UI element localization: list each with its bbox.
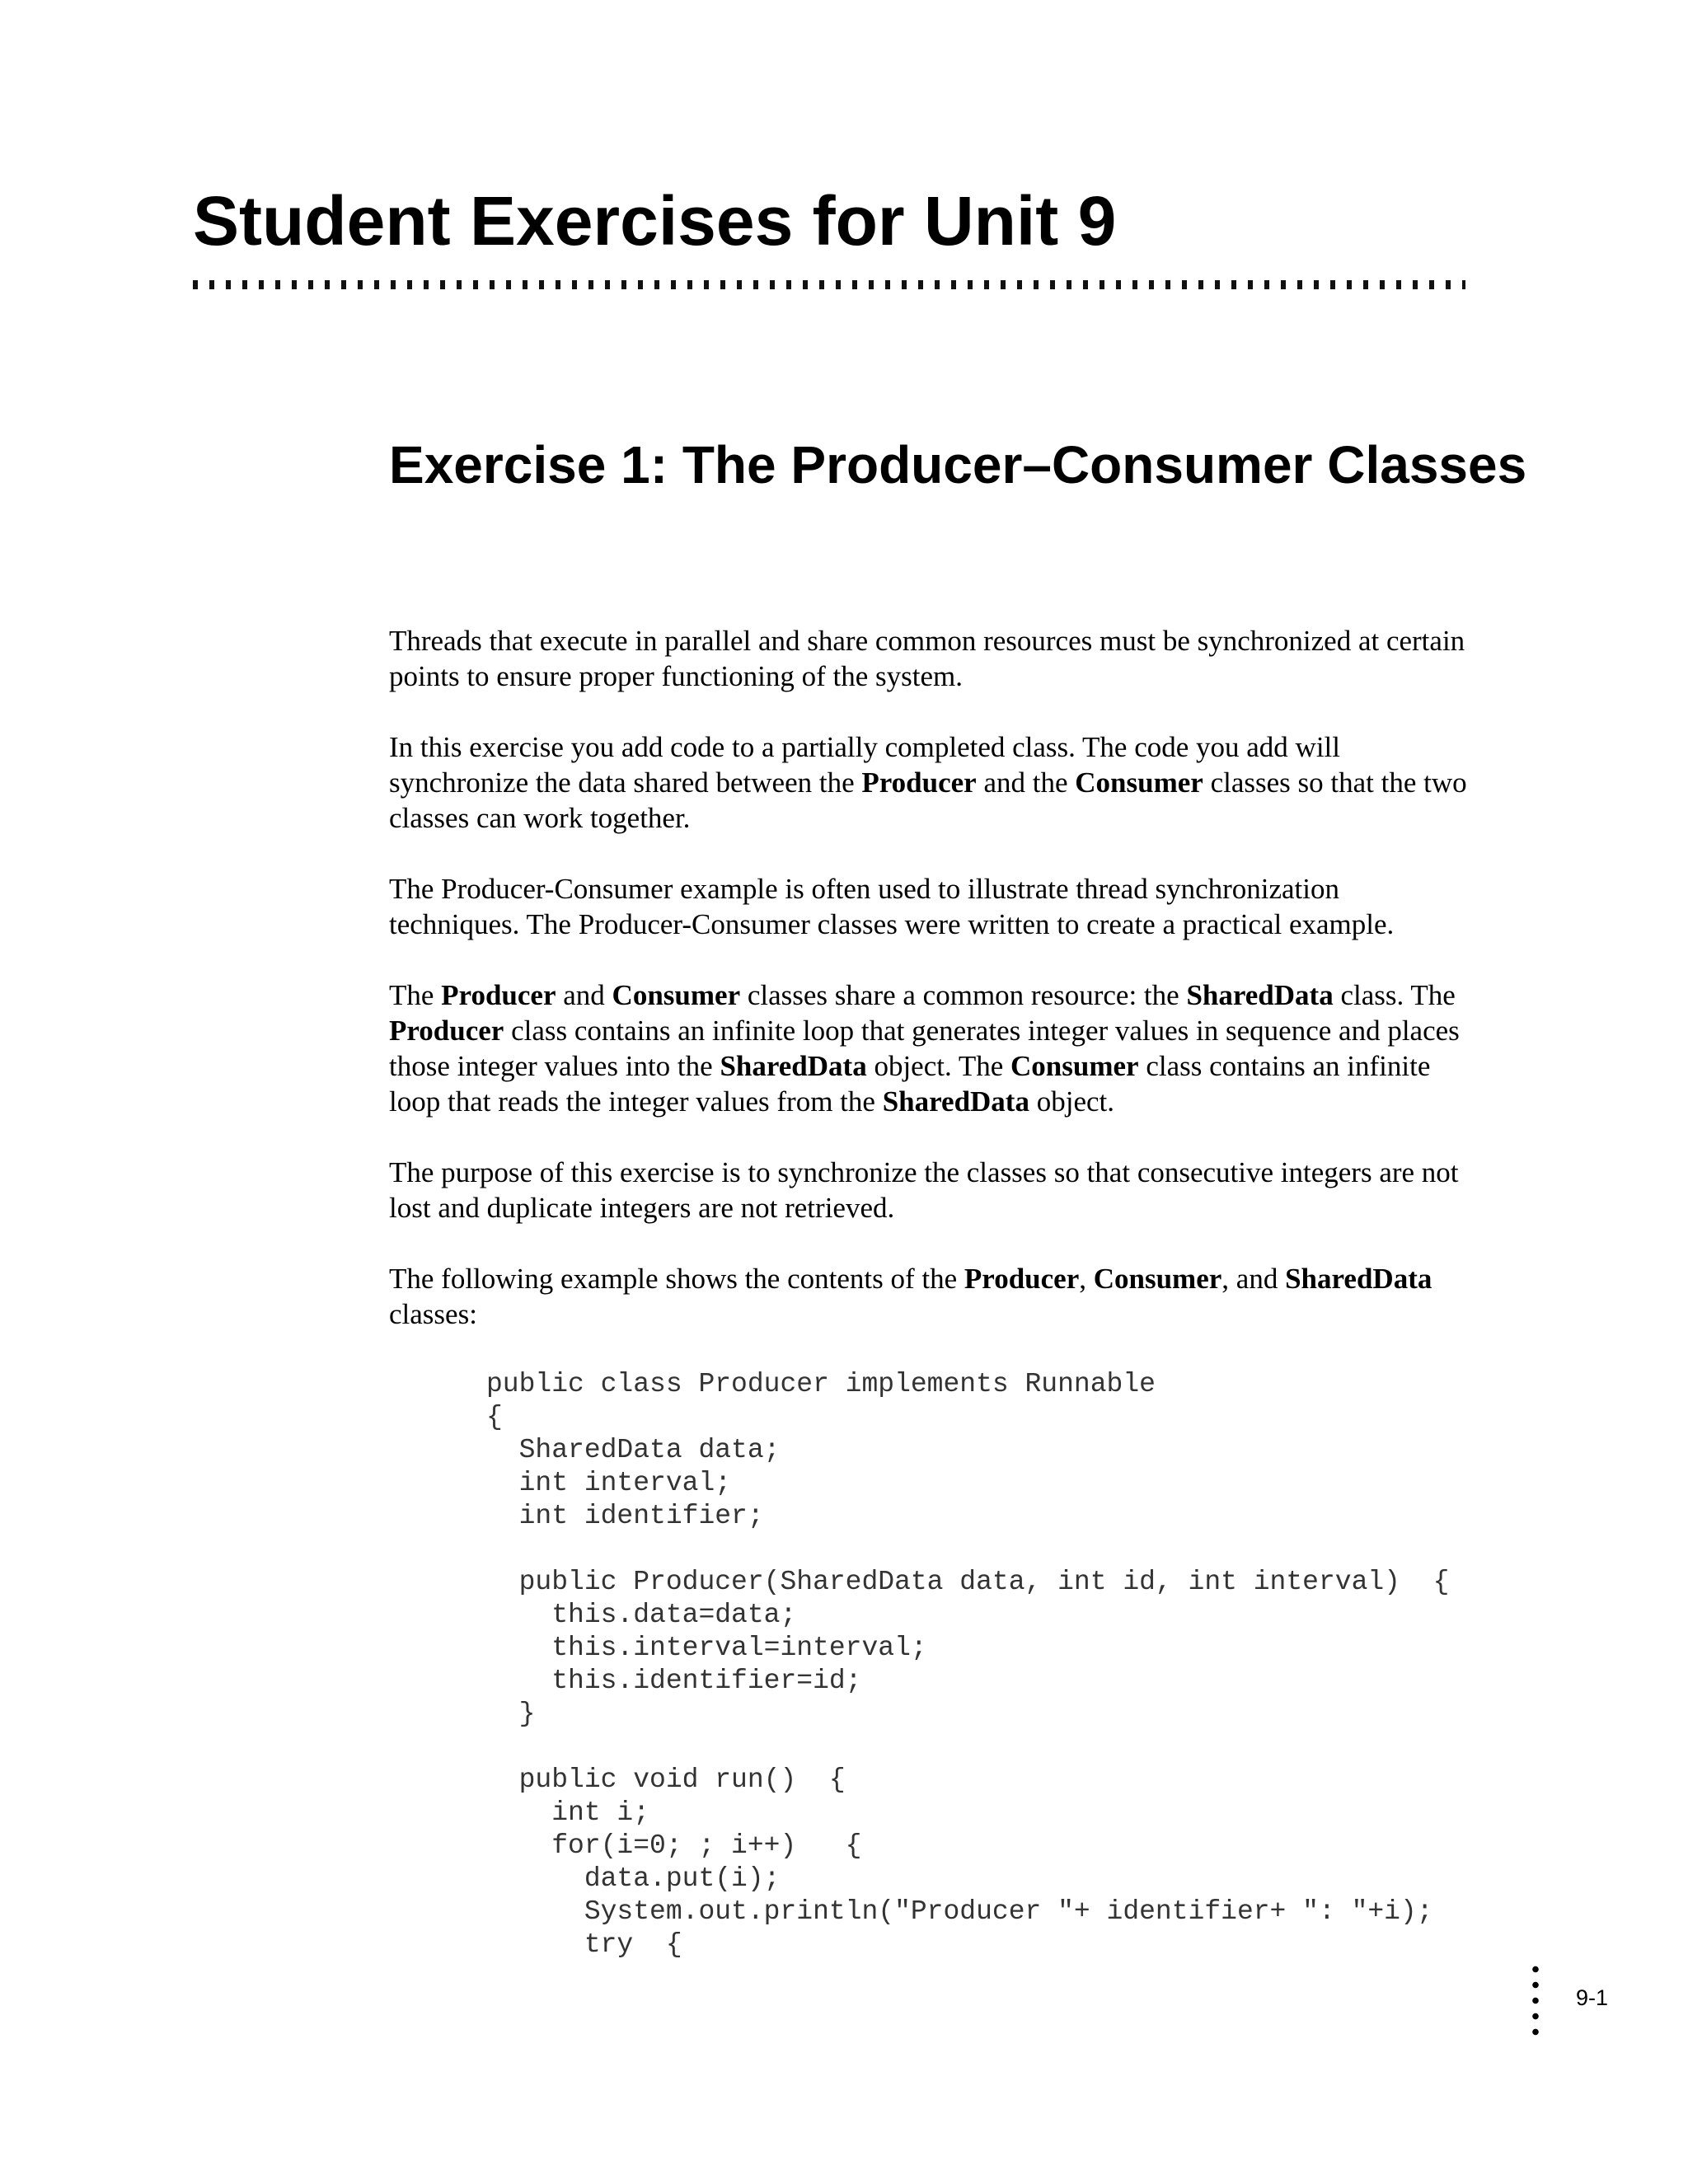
text-run: classes:: [389, 1298, 477, 1330]
paragraph-shared-resource: [389, 977, 1477, 1119]
class-name-consumer: Consumer: [1010, 1050, 1139, 1082]
class-name-consumer: Consumer: [612, 979, 741, 1011]
exercise-heading: Exercise 1: The Producer–Consumer Classes: [389, 435, 1527, 494]
page-title: Student Exercises for Unit 9: [193, 182, 1117, 260]
class-name-producer: Producer: [389, 1015, 504, 1047]
paragraph-listing-intro: [389, 1261, 1477, 1332]
text-run: ,: [1079, 1263, 1094, 1295]
paragraph-example: The Producer-Consumer example is often used to illustrate thread synchronization techniques. The Producer-Consumer classes were written to create a practical example.: [389, 873, 1395, 940]
class-name-shareddata: SharedData: [882, 1085, 1029, 1118]
paragraph-purpose: The purpose of this exercise is to synchronize the classes so that consecutive integers are not lost and duplicate integers are not retrieved.: [389, 1156, 1459, 1224]
class-name-consumer: Consumer: [1075, 766, 1203, 799]
text-run: In this exercise you add code to a partially completed class. The code you add will synchronize the data shared between the: [389, 731, 1340, 799]
class-name-shareddata: SharedData: [1186, 979, 1334, 1011]
text-run: The following example shows the contents of the: [389, 1263, 964, 1295]
text-run: object.: [1029, 1085, 1114, 1118]
class-name-shareddata: SharedData: [1285, 1263, 1432, 1295]
text-run: class contains an infinite loop that reads the integer values from the: [389, 1050, 1431, 1118]
class-name-shareddata: SharedData: [720, 1050, 867, 1082]
text-run: and: [556, 979, 612, 1011]
class-name-consumer: Consumer: [1093, 1263, 1222, 1295]
text-run: object. The: [866, 1050, 1011, 1082]
dotted-divider: [193, 280, 1465, 289]
class-name-producer: Producer: [964, 1263, 1080, 1295]
text-run: , and: [1221, 1263, 1286, 1295]
page-number: 9-1: [1576, 1985, 1609, 2010]
text-run: and the: [976, 766, 1076, 799]
paragraph-intro: Threads that execute in parallel and share common resources must be synchronized at certain points to ensure proper functioning of the system.: [389, 625, 1465, 692]
text-run: classes share a common resource: the: [740, 979, 1187, 1011]
code-listing: public class Producer implements Runnable { SharedData data; int interval; int identifier; public Producer(SharedData data, int id, int interval) { this.data=data; this.interval=interval; this.identifier=id; } public void run() { int i; for(i=0; ; i++) { data.put(i); System.out.println("Producer "+ identifier+ ": "+i); try {: [486, 1369, 1450, 1960]
text-run: class contains an infinite loop that generates integer values in sequence and places those integer values into the: [389, 1015, 1460, 1082]
text-run: The: [389, 979, 442, 1011]
paragraph-task: [389, 729, 1477, 836]
exercise-body: [389, 623, 1477, 1367]
class-name-producer: Producer: [441, 979, 556, 1011]
text-run: classes so that the two classes can work together.: [389, 766, 1467, 834]
margin-dots-decoration: [1532, 1961, 1539, 2041]
text-run: class. The: [1333, 979, 1456, 1011]
class-name-producer: Producer: [861, 766, 977, 799]
